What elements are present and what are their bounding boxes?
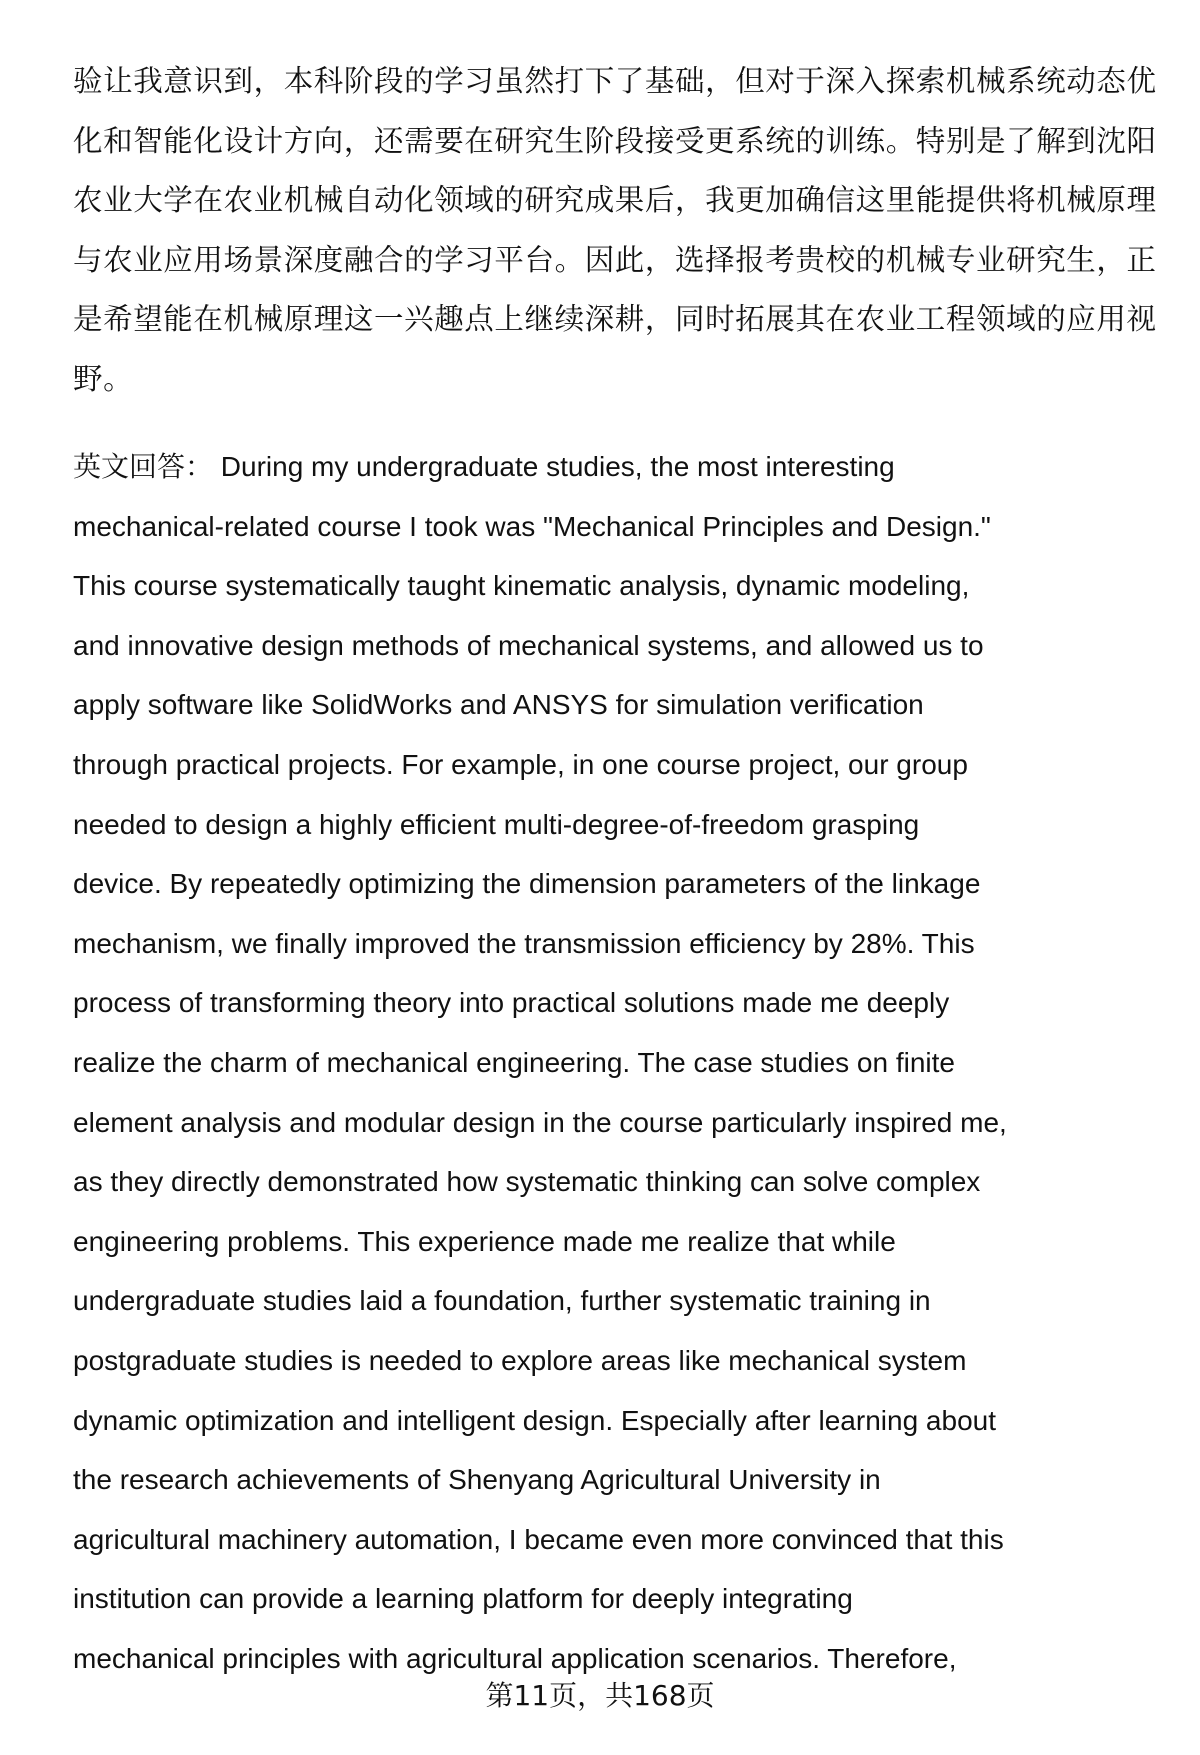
text-line: postgraduate studies is needed to explore areas like mechanical system	[73, 1345, 967, 1376]
text-line: apply software like SolidWorks and ANSYS for simulation verification	[73, 689, 924, 721]
text-line: needed to design a highly efficient multi-degree-of-freedom grasping	[73, 808, 920, 840]
page-indicator: 第11页，共168页	[485, 1679, 715, 1712]
text-line: 验让我意识到，本科阶段的学习虽然打下了基础，但对于深入探索机械系统动态优	[73, 64, 1157, 98]
text-line: mechanical principles with agricultural application scenarios. Therefore,	[73, 1643, 957, 1674]
text-line: 是希望能在机械原理这一兴趣点上继续深耕，同时拓展其在农业工程领域的应用视	[73, 302, 1157, 336]
text-line: and innovative design methods of mechanical systems, and allowed us to	[73, 629, 984, 661]
text-line: 农业大学在农业机械自动化领域的研究成果后，我更加确信这里能提供将机械原理	[73, 183, 1157, 217]
text-line: undergraduate studies laid a foundation, further systematic training in	[73, 1285, 931, 1317]
text-line: mechanism, we finally improved the transmission efficiency by 28%. This	[73, 927, 975, 959]
text-line: device. By repeatedly optimizing the dimension parameters of the linkage	[73, 868, 981, 900]
text-line: This course systematically taught kinematic analysis, dynamic modeling,	[73, 570, 970, 602]
text-line: the research achievements of Shenyang Agricultural University in	[73, 1464, 881, 1496]
text-line: 野。	[73, 362, 134, 396]
text-line: element analysis and modular design in the course particularly inspired me,	[73, 1106, 1007, 1138]
text-line: process of transforming theory into practical solutions made me deeply	[73, 987, 950, 1019]
text-line: agricultural machinery automation, I became even more convinced that this	[73, 1523, 1004, 1555]
text-line: 英文回答： During my undergraduate studies, the most interesting	[73, 451, 895, 482]
text-line: as they directly demonstrated how systematic thinking can solve complex	[73, 1166, 981, 1198]
text-line: dynamic optimization and intelligent design. Especially after learning about	[73, 1404, 996, 1436]
text-line: realize the charm of mechanical engineering. The case studies on finite	[73, 1047, 955, 1078]
text-line: 化和智能化设计方向，还需要在研究生阶段接受更系统的训练。特别是了解到沈阳	[73, 124, 1157, 158]
text-line: institution can provide a learning platform for deeply integrating	[73, 1583, 853, 1615]
text-line: through practical projects. For example, in one course project, our group	[73, 749, 968, 780]
text-line: 与农业应用场景深度融合的学习平台。因此，选择报考贵校的机械专业研究生，正	[73, 243, 1157, 277]
text-line: engineering problems. This experience made me realize that while	[73, 1225, 896, 1257]
text-line: mechanical-related course I took was "Mechanical Principles and Design."	[73, 510, 991, 542]
